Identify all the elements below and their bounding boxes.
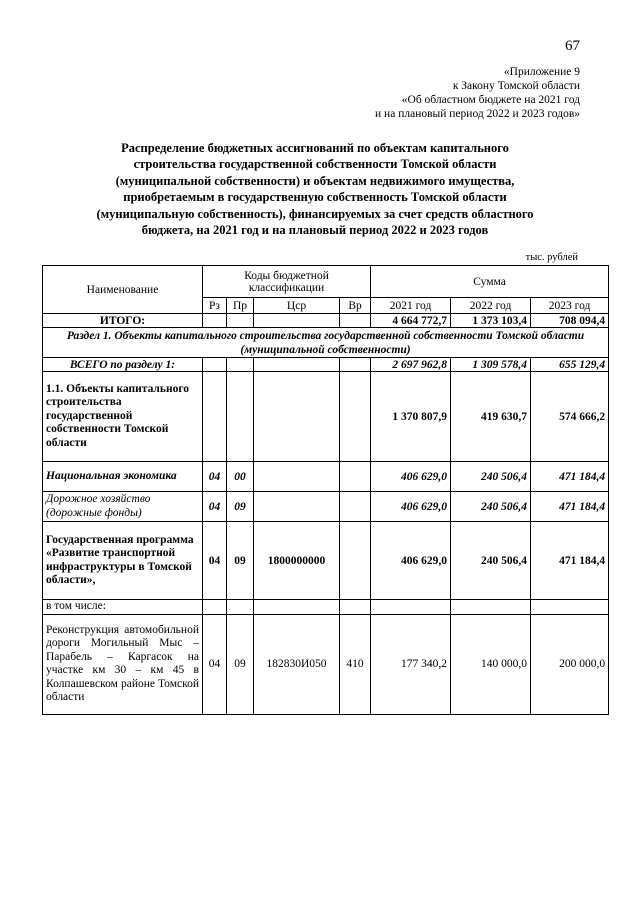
subsection-label: 1.1. Объекты капитального строительства государственной собственности Томской области: [43, 372, 203, 462]
appendix-line: «Об областном бюджете на 2021 год: [401, 94, 580, 106]
header-2021: 2021 год: [371, 298, 451, 314]
header-2023: 2023 год: [531, 298, 609, 314]
national-economy-2022: 240 506,4: [451, 462, 531, 492]
section-total-label: ВСЕГО по разделу 1:: [43, 358, 203, 372]
including-row: [43, 600, 609, 615]
subsection-2021: 1 370 807,9: [371, 372, 451, 462]
road-funds-label: Дорожное хозяйство (дорожные фонды): [43, 492, 203, 522]
subsection-2022: 419 630,7: [451, 372, 531, 462]
appendix-header: [260, 65, 580, 121]
reconstruction-pr: 09: [227, 614, 254, 714]
total-row: [43, 314, 609, 328]
national-economy-label: Национальная экономика: [43, 462, 203, 492]
program-label: Государственная программа «Развитие транспортной инфраструктуры в Томской области»,: [43, 522, 203, 600]
total-label: ИТОГО:: [43, 314, 203, 328]
section-total-2022: 1 309 578,4: [451, 358, 531, 372]
program-csr: 1800000000: [254, 522, 340, 600]
total-2022: 1 373 103,4: [451, 314, 531, 328]
reconstruction-2021: 177 340,2: [371, 614, 451, 714]
section-row: [43, 328, 609, 358]
header-pr: Пр: [227, 298, 254, 314]
section-total-2021: 2 697 962,8: [371, 358, 451, 372]
national-economy-2023: 471 184,4: [531, 462, 609, 492]
program-2022: 240 506,4: [451, 522, 531, 600]
reconstruction-rz: 04: [203, 614, 227, 714]
header-row: [43, 266, 609, 298]
road-funds-row: [43, 492, 609, 522]
header-vr: Вр: [340, 298, 371, 314]
national-economy-rz: 04: [203, 462, 227, 492]
national-economy-pr: 00: [227, 462, 254, 492]
title-line: (муниципальной собственности) и объектам недвижимого имущества,: [115, 173, 515, 188]
document-title: [80, 140, 550, 238]
header-sum: Сумма: [371, 266, 609, 298]
page-number: 67: [565, 38, 580, 54]
program-2021: 406 629,0: [371, 522, 451, 600]
header-codes: Коды бюджетной классификации: [203, 266, 371, 298]
title-line: Распределение бюджетных ассигнований по объектам капитального: [121, 141, 509, 155]
section-total-2023: 655 129,4: [531, 358, 609, 372]
road-funds-pr: 09: [227, 492, 254, 522]
road-funds-2023: 471 184,4: [531, 492, 609, 522]
reconstruction-row: [43, 614, 609, 714]
national-economy-row: [43, 462, 609, 492]
title-line: приобретаемым в государственную собственность Томской области: [123, 190, 507, 205]
header-rz: Рз: [203, 298, 227, 314]
road-funds-2021: 406 629,0: [371, 492, 451, 522]
title-line: бюджета, на 2021 год и на плановый период 2022 и 2023 годов: [141, 223, 489, 238]
reconstruction-2022: 140 000,0: [451, 614, 531, 714]
including-label: в том числе:: [43, 600, 203, 615]
reconstruction-2023: 200 000,0: [531, 614, 609, 714]
program-2023: 471 184,4: [531, 522, 609, 600]
header-2022: 2022 год: [451, 298, 531, 314]
appendix-line: «Приложение 9: [503, 66, 580, 78]
total-2021: 4 664 772,7: [371, 314, 451, 328]
header-csr: Цср: [254, 298, 340, 314]
title-line: (муниципальную собственность), финансируемых за счет средств областного: [96, 206, 534, 221]
appendix-line: к Закону Томской области: [452, 80, 580, 92]
road-funds-rz: 04: [203, 492, 227, 522]
section-total-row: [43, 358, 609, 372]
national-economy-2021: 406 629,0: [371, 462, 451, 492]
program-row: [43, 522, 609, 600]
program-rz: 04: [203, 522, 227, 600]
reconstruction-label: Реконструкция автомобильной дороги Могильный Мыс – Парабель – Каргасок на участке км 30 – км 45 в Колпашевском районе Томской области: [43, 614, 203, 714]
subsection-row: [43, 372, 609, 462]
units-label: тыс. рублей: [525, 252, 578, 263]
subsection-2023: 574 666,2: [531, 372, 609, 462]
reconstruction-csr: 182830И050: [254, 614, 340, 714]
program-pr: 09: [227, 522, 254, 600]
reconstruction-vr: 410: [340, 614, 371, 714]
road-funds-2022: 240 506,4: [451, 492, 531, 522]
appendix-line: и на плановый период 2022 и 2023 годов»: [375, 108, 580, 120]
total-2023: 708 094,4: [531, 314, 609, 328]
budget-table: [42, 265, 609, 715]
title-line: строительства государственной собственности Томской области: [133, 157, 497, 172]
header-name: Наименование: [43, 266, 203, 314]
section-title: Раздел 1. Объекты капитального строительства государственной собственности Томской области (муниципальной собственности): [43, 328, 609, 358]
